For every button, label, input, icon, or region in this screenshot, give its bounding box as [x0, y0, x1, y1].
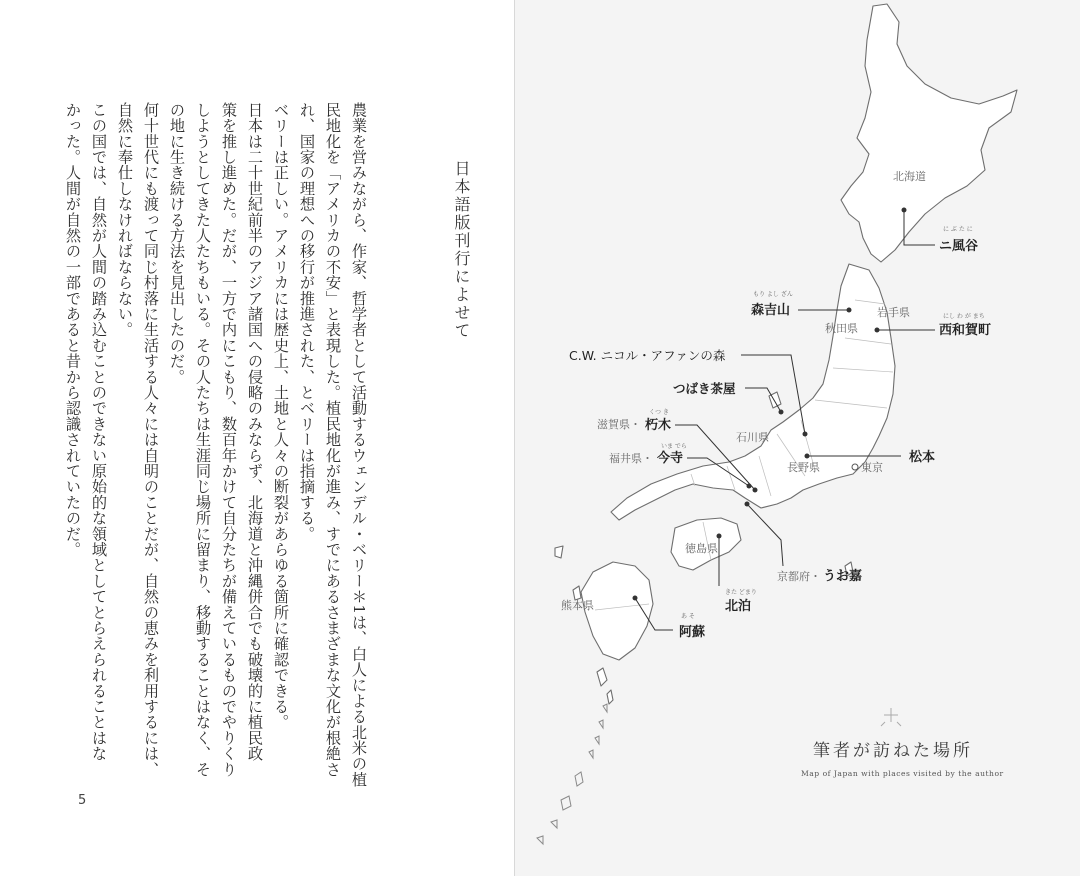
island-shape — [573, 586, 581, 600]
kutsuki-label: 朽木 — [645, 418, 672, 433]
kutsuki-ruby: くつ き — [649, 409, 669, 416]
body-column: 農業を営みながら、作家、哲学者として活動するウェンデル・ベリー＊1は、白人による北米の植 — [350, 102, 368, 788]
nibutani-ruby: に ぶ た に — [943, 226, 973, 233]
body-column: 自然に奉仕しなければならない。 — [116, 102, 134, 338]
kutsuki-pref-label: 滋賀県・ — [597, 418, 641, 431]
island-shape — [599, 720, 603, 728]
moriyoshi-ruby: もり よし ざん — [753, 291, 793, 298]
uoka-label: うお嘉 — [823, 569, 863, 584]
region-label-akita: 秋田県 — [825, 322, 858, 335]
region-label-nagano: 長野県 — [787, 461, 820, 474]
island-shape — [561, 796, 571, 810]
island-shape — [551, 820, 557, 828]
body-column: の地に生き続ける方法を見出したのだ。 — [168, 102, 186, 385]
afan-label: C.W. ニコル・アファンの森 — [569, 348, 726, 363]
matsumoto-label: 松本 — [909, 450, 936, 465]
region-label-ishikawa: 石川県 — [736, 431, 769, 444]
body-text — [60, 102, 372, 802]
uoka-leader — [747, 504, 783, 566]
moriyoshi-label: 森吉山 — [751, 303, 791, 318]
body-column: かった。人間が自然の一部であると昔から認識されていたのだ。 — [64, 102, 82, 558]
imajo-label: 今寺 — [657, 451, 684, 466]
imajo-ruby: いま でら — [661, 443, 687, 450]
afan-marker — [803, 432, 808, 437]
body-column: れ、国家の理想への移行が推進された、とベリーは指摘する。 — [298, 102, 316, 542]
map-title: 筆者が訪ねた場所 — [813, 741, 973, 761]
body-column: 日本は二十世紀前半のアジア諸国への侵略のみならず、北海道と沖縄併合でも破壊的に植民政 — [246, 102, 264, 762]
nibutani-label: ニ風谷 — [939, 239, 979, 254]
right-page — [515, 0, 1080, 876]
island-chain — [537, 704, 607, 844]
region-label-tokushima: 徳島県 — [685, 542, 718, 555]
tsubaki-label: つばき茶屋 — [673, 381, 736, 396]
page-number: 5 — [78, 793, 87, 808]
island-shape — [537, 836, 543, 844]
body-column: 策を推し進めた。だが、一方で内にこもり、数百年かけて自分たちが備えているものでやりくり — [220, 102, 238, 778]
map-subtitle: Map of Japan with places visited by the author — [801, 769, 1004, 778]
aso-ruby: あ そ — [681, 613, 695, 620]
island-shape — [575, 772, 583, 786]
sparkle-icon — [881, 708, 901, 726]
chapter-title: 日本語版刊行によせて — [452, 160, 471, 340]
body-column: しようとしてきた人たちもいる。その人たちは生涯同じ場所に留まり、移動することはなく、そ — [194, 102, 212, 778]
body-column: この国では、自然が人間の踏み込むことのできない原始的な領域としてとらえられることはな — [90, 102, 108, 762]
body-column: 民地化を「アメリカの不安」と表現した。植民地化が進み、すでにあるさまざまな文化が根絶さ — [324, 102, 342, 778]
island-shape — [607, 690, 613, 704]
island-shape — [555, 546, 563, 558]
imajo-marker — [747, 484, 752, 489]
nishiwaga-ruby: にし わ が まち — [943, 313, 985, 320]
aso-label: 阿蘇 — [679, 625, 706, 640]
region-label-kumamoto: 熊本県 — [561, 599, 594, 612]
tsubaki-marker — [779, 410, 784, 415]
nishiwaga-label: 西和賀町 — [939, 323, 992, 338]
island-shape — [589, 750, 593, 758]
japan-map — [515, 0, 1080, 876]
left-page — [0, 0, 515, 876]
body-column: 何十世代にも渡って同じ村落に生活する人々には自明のことだが、自然の恵みを利用するには、 — [142, 102, 160, 778]
uoka-pref-label: 京都府・ — [777, 570, 821, 583]
imajo-pref-label: 福井県・ — [609, 452, 653, 465]
hokkaido-shape — [841, 4, 1017, 262]
region-label-hokkaido: 北海道 — [893, 170, 926, 183]
kitadomari-ruby: きた どまり — [725, 589, 757, 596]
island-shape — [595, 736, 599, 744]
body-column: ベリーは正しい。アメリカには歴史上、土地と人々の断裂があらゆる箇所に確認できる。 — [272, 102, 290, 730]
region-label-tokyo: 東京 — [861, 461, 883, 474]
kitadomari-label: 北泊 — [725, 599, 752, 614]
kutsuki-marker — [753, 488, 758, 493]
region-label-iwate: 岩手県 — [877, 306, 910, 319]
island-shape — [603, 704, 607, 712]
island-shape — [597, 668, 607, 686]
